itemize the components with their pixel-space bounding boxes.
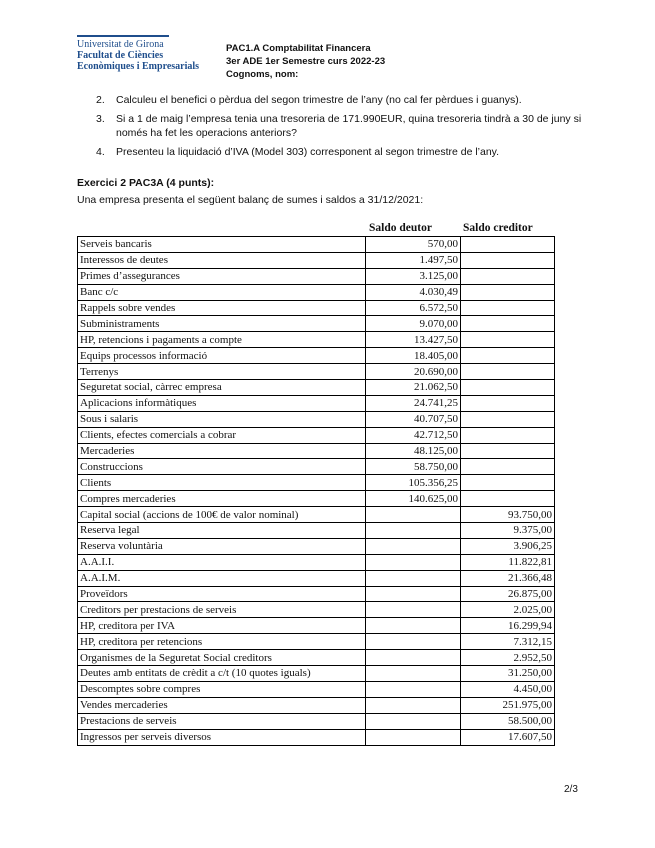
credit-balance-cell	[461, 380, 555, 396]
credit-balance-cell	[461, 411, 555, 427]
account-name-cell: Ingressos per serveis diversos	[78, 729, 366, 745]
debit-balance-cell: 1.497,50	[366, 252, 461, 268]
debit-balance-cell	[366, 713, 461, 729]
table-row	[78, 395, 555, 411]
credit-balance-cell	[461, 364, 555, 380]
question-text: Calculeu el benefici o pèrdua del segon trimestre de l’any (no cal fer pèrdues i guanys).	[116, 94, 522, 106]
credit-balance-cell	[461, 443, 555, 459]
account-name-cell: Rappels sobre vendes	[78, 300, 366, 316]
debit-balance-cell	[366, 538, 461, 554]
table-row	[78, 507, 555, 523]
debit-balance-cell	[366, 523, 461, 539]
table-row	[78, 554, 555, 570]
account-name-cell: Deutes amb entitats de crèdit a c/t (10 quotes iguals)	[78, 666, 366, 682]
logo-university: Universitat de Girona	[77, 38, 164, 50]
table-row	[78, 666, 555, 682]
account-name-cell: Banc c/c	[78, 284, 366, 300]
debit-balance-cell	[366, 586, 461, 602]
table-row	[78, 697, 555, 713]
course-term: 3er ADE 1er Semestre curs 2022-23	[226, 56, 386, 67]
page-number: 2/3	[564, 784, 578, 795]
account-name-cell: Vendes mercaderies	[78, 697, 366, 713]
debit-balance-cell	[366, 666, 461, 682]
table-row	[78, 475, 555, 491]
debit-balance-cell	[366, 570, 461, 586]
debit-balance-cell: 13.427,50	[366, 332, 461, 348]
credit-balance-cell: 16.299,94	[461, 618, 555, 634]
credit-balance-cell	[461, 332, 555, 348]
debit-balance-cell	[366, 729, 461, 745]
debit-balance-cell: 105.356,25	[366, 475, 461, 491]
credit-balance-cell	[461, 237, 555, 253]
table-row	[78, 284, 555, 300]
account-name-cell: HP, creditora per retencions	[78, 634, 366, 650]
table-row	[78, 316, 555, 332]
table-row	[78, 681, 555, 697]
debit-balance-cell	[366, 650, 461, 666]
account-name-cell: Equips processos informació	[78, 348, 366, 364]
debit-balance-cell	[366, 634, 461, 650]
debit-balance-cell: 40.707,50	[366, 411, 461, 427]
debit-balance-cell: 20.690,00	[366, 364, 461, 380]
table-row	[78, 713, 555, 729]
trial-balance-table	[77, 236, 555, 746]
credit-balance-cell: 2.952,50	[461, 650, 555, 666]
debit-balance-cell	[366, 507, 461, 523]
credit-balance-cell: 93.750,00	[461, 507, 555, 523]
credit-balance-cell: 31.250,00	[461, 666, 555, 682]
credit-balance-cell	[461, 284, 555, 300]
account-name-cell: Compres mercaderies	[78, 491, 366, 507]
credit-balance-cell: 26.875,00	[461, 586, 555, 602]
credit-column-header: Saldo creditor	[463, 222, 533, 234]
question-text: Si a 1 de maig l’empresa tenia una tresoreria de 171.990EUR, quina tresoreria tindrà a 30 de juny si només ha fet les operacions anteriors?	[116, 112, 582, 139]
debit-column-header: Saldo deutor	[369, 222, 432, 234]
account-name-cell: Sous i salaris	[78, 411, 366, 427]
debit-balance-cell: 42.712,50	[366, 427, 461, 443]
question-text: Presenteu la liquidació d’IVA (Model 303) corresponent al segon trimestre de l’any.	[116, 145, 500, 158]
table-row	[78, 618, 555, 634]
credit-balance-cell	[461, 316, 555, 332]
account-name-cell: Construccions	[78, 459, 366, 475]
debit-balance-cell: 24.741,25	[366, 395, 461, 411]
table-row	[78, 348, 555, 364]
table-row	[78, 602, 555, 618]
account-name-cell: HP, creditora per IVA	[78, 618, 366, 634]
table-row	[78, 300, 555, 316]
debit-balance-cell: 9.070,00	[366, 316, 461, 332]
debit-balance-cell: 21.062,50	[366, 380, 461, 396]
debit-balance-cell: 140.625,00	[366, 491, 461, 507]
credit-balance-cell: 4.450,00	[461, 681, 555, 697]
credit-balance-cell: 9.375,00	[461, 523, 555, 539]
question-number: 4.	[96, 145, 105, 158]
question-item	[96, 112, 596, 141]
credit-balance-cell	[461, 300, 555, 316]
credit-balance-cell	[461, 459, 555, 475]
credit-balance-cell	[461, 395, 555, 411]
logo-faculty-line1: Facultat de Ciències	[77, 49, 164, 61]
table-row	[78, 459, 555, 475]
debit-balance-cell	[366, 554, 461, 570]
credit-balance-cell: 3.906,25	[461, 538, 555, 554]
credit-balance-cell	[461, 491, 555, 507]
credit-balance-cell	[461, 268, 555, 284]
table-row	[78, 411, 555, 427]
account-name-cell: Seguretat social, càrrec empresa	[78, 380, 366, 396]
table-row	[78, 634, 555, 650]
account-name-cell: Reserva legal	[78, 523, 366, 539]
account-name-cell: Organismes de la Seguretat Social creditors	[78, 650, 366, 666]
debit-balance-cell	[366, 681, 461, 697]
account-name-cell: Mercaderies	[78, 443, 366, 459]
credit-balance-cell	[461, 348, 555, 364]
table-row	[78, 586, 555, 602]
table-row	[78, 237, 555, 253]
account-name-cell: Reserva voluntària	[78, 538, 366, 554]
credit-balance-cell	[461, 252, 555, 268]
table-row	[78, 729, 555, 745]
debit-balance-cell: 4.030,49	[366, 284, 461, 300]
debit-balance-cell: 3.125,00	[366, 268, 461, 284]
debit-balance-cell: 48.125,00	[366, 443, 461, 459]
account-name-cell: A.A.I.M.	[78, 570, 366, 586]
exercise-title: Exercici 2 PAC3A (4 punts):	[77, 177, 215, 189]
debit-balance-cell: 6.572,50	[366, 300, 461, 316]
logo-faculty-line2: Econòmiques i Empresarials	[77, 60, 200, 72]
question-list	[96, 93, 596, 163]
table-row	[78, 364, 555, 380]
credit-balance-cell: 2.025,00	[461, 602, 555, 618]
credit-balance-cell: 11.822,81	[461, 554, 555, 570]
account-name-cell: Primes d’assegurances	[78, 268, 366, 284]
question-item	[96, 93, 596, 108]
credit-balance-cell: 58.500,00	[461, 713, 555, 729]
debit-balance-cell	[366, 618, 461, 634]
table-row	[78, 523, 555, 539]
student-name-field: Cognoms, nom:	[226, 69, 299, 80]
course-title: PAC1.A Comptabilitat Financera	[226, 43, 371, 54]
credit-balance-cell: 17.607,50	[461, 729, 555, 745]
debit-balance-cell: 58.750,00	[366, 459, 461, 475]
question-number: 2.	[96, 94, 105, 106]
logo-bar	[77, 35, 169, 37]
account-name-cell: Serveis bancaris	[78, 237, 366, 253]
account-name-cell: Prestacions de serveis	[78, 713, 366, 729]
table-row	[78, 650, 555, 666]
table-row	[78, 538, 555, 554]
question-number: 3.	[96, 112, 105, 125]
debit-balance-cell: 18.405,00	[366, 348, 461, 364]
account-name-cell: Aplicacions informàtiques	[78, 395, 366, 411]
account-name-cell: Clients	[78, 475, 366, 491]
question-item	[96, 145, 596, 160]
table-row	[78, 443, 555, 459]
table-row	[78, 491, 555, 507]
debit-balance-cell	[366, 697, 461, 713]
exercise-intro: Una empresa presenta el següent balanç de sumes i saldos a 31/12/2021:	[77, 194, 424, 206]
credit-balance-cell	[461, 427, 555, 443]
account-name-cell: Proveïdors	[78, 586, 366, 602]
debit-balance-cell: 570,00	[366, 237, 461, 253]
credit-balance-cell	[461, 475, 555, 491]
table-row	[78, 380, 555, 396]
credit-balance-cell: 251.975,00	[461, 697, 555, 713]
account-name-cell: Clients, efectes comercials a cobrar	[78, 427, 366, 443]
credit-balance-cell: 21.366,48	[461, 570, 555, 586]
university-logo	[77, 35, 199, 72]
credit-balance-cell: 7.312,15	[461, 634, 555, 650]
account-name-cell: Creditors per prestacions de serveis	[78, 602, 366, 618]
table-row	[78, 427, 555, 443]
account-name-cell: Subministraments	[78, 316, 366, 332]
table-row	[78, 268, 555, 284]
table-row	[78, 252, 555, 268]
account-name-cell: HP, retencions i pagaments a compte	[78, 332, 366, 348]
document-header	[226, 42, 385, 81]
account-name-cell: Descomptes sobre compres	[78, 681, 366, 697]
account-name-cell: Terrenys	[78, 364, 366, 380]
debit-balance-cell	[366, 602, 461, 618]
account-name-cell: Capital social (accions de 100€ de valor nominal)	[78, 507, 366, 523]
table-row	[78, 570, 555, 586]
account-name-cell: Interessos de deutes	[78, 252, 366, 268]
account-name-cell: A.A.I.I.	[78, 554, 366, 570]
table-row	[78, 332, 555, 348]
